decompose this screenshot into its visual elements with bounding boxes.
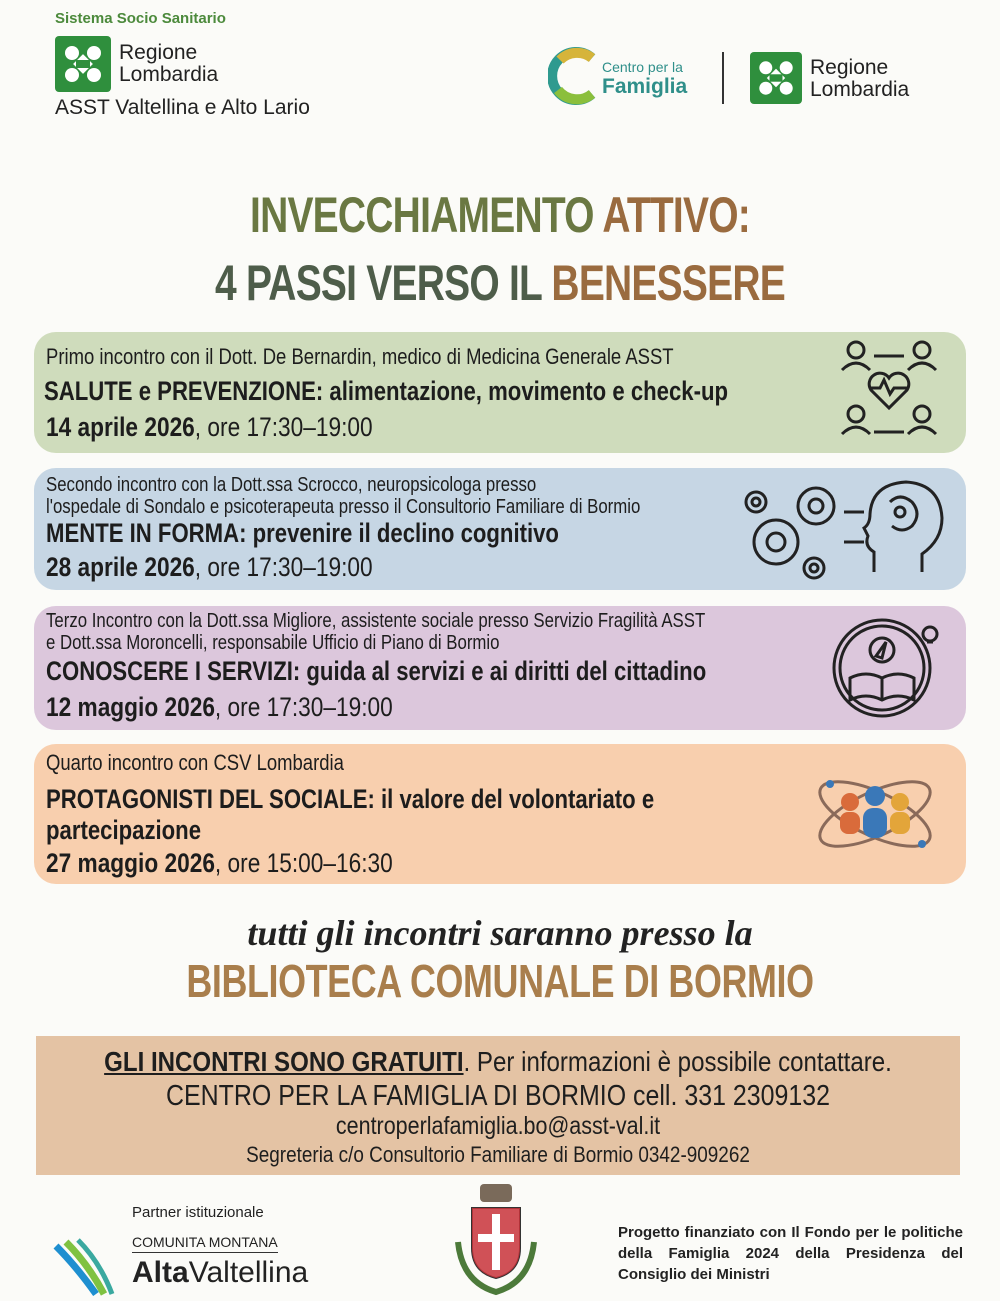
meeting-topic: SALUTE e PREVENZIONE: alimentazione, movimento e check-up [44,376,729,406]
bormio-coat-of-arms-icon [446,1182,546,1296]
meeting-card-2 [34,468,966,590]
meeting-card-1 [34,332,966,453]
project-funding-note: Progetto finanziato con Il Fondo per le politiche della Famiglia 2024 della Presidenza del Consiglio dei Ministri [618,1224,963,1283]
meeting-intro: Primo incontro con il Dott. De Bernardin, medico di Medicina Generale ASST [46,344,674,369]
partner-label: Partner istituzionale [132,1204,264,1221]
meeting-card-3 [34,606,966,730]
title-line-1: INVECCHIAMENTO ATTIVO: [250,187,750,243]
meeting-topic: MENTE IN FORMA: prevenire il declino cognitivo [46,518,559,548]
comunita-montana-logo-icon [52,1236,128,1296]
meeting-date: 14 aprile 2026, ore 17:30–19:00 [46,412,373,442]
info-secretary: Segreteria c/o Consultorio Familiare di Bormio 0342-909262 [246,1142,750,1167]
regione-lombardia-logo-icon [55,36,111,92]
region-name: Regione Lombardia [119,41,219,86]
system-label: Sistema Socio Sanitario [55,10,226,27]
info-free-line: GLI INCONTRI SONO GRATUITI. Per informazioni è possibile contattare. [104,1046,892,1077]
book-compass-icon [830,612,940,722]
meeting-intro: Secondo incontro con la Dott.ssa Scrocco, neuropsicologa presso l'ospedale di Sondalo e psicoterapeuta presso il Consultorio Familiare di Bormio [46,474,641,518]
title-line-2: 4 PASSI VERSO IL BENESSERE [215,255,785,311]
people-atom-icon [810,754,940,874]
header-divider [722,52,724,104]
meeting-topic: PROTAGONISTI DEL SOCIALE: il valore del volontariato e partecipazione [46,784,655,845]
meeting-date: 28 aprile 2026, ore 17:30–19:00 [46,552,373,582]
info-email[interactable]: centroperlafamiglia.bo@asst-val.it [335,1112,661,1140]
meeting-intro: Terzo Incontro con la Dott.ssa Migliore, assistente sociale presso Servizio Fragilità ASST e Dott.ssa Moroncelli, responsabile Ufficio di Piano di Bormio [46,610,706,654]
meeting-intro: Quarto incontro con CSV Lombardia [46,750,344,775]
centro-famiglia-name: Centro per la Famiglia [602,59,688,98]
comunita-montana-label: COMUNITA MONTANA [132,1234,278,1253]
alta-valtellina-name: AltaValtellina [132,1256,309,1289]
location-intro: tutti gli incontri saranno presso la [247,913,753,953]
info-box [36,1036,960,1175]
region-name-2: Regione Lombardia [810,56,910,101]
meeting-topic: CONOSCERE I SERVIZI: guida al servizi e ai diritti del cittadino [46,656,707,686]
location-name: BIBLIOTECA COMUNALE DI BORMIO [186,955,814,1007]
brain-gears-icon [734,472,954,586]
community-health-icon [834,336,944,446]
meeting-card-4 [34,744,966,884]
meeting-date: 27 maggio 2026, ore 15:00–16:30 [46,848,393,878]
meeting-date: 12 maggio 2026, ore 17:30–19:00 [46,692,393,722]
asst-name: ASST Valtellina e Alto Lario [55,96,310,119]
centro-famiglia-logo-icon [548,46,598,106]
info-contact: CENTRO PER LA FAMIGLIA DI BORMIO cell. 331 2309132 [166,1080,830,1112]
regione-lombardia-logo-2-icon [750,52,802,104]
